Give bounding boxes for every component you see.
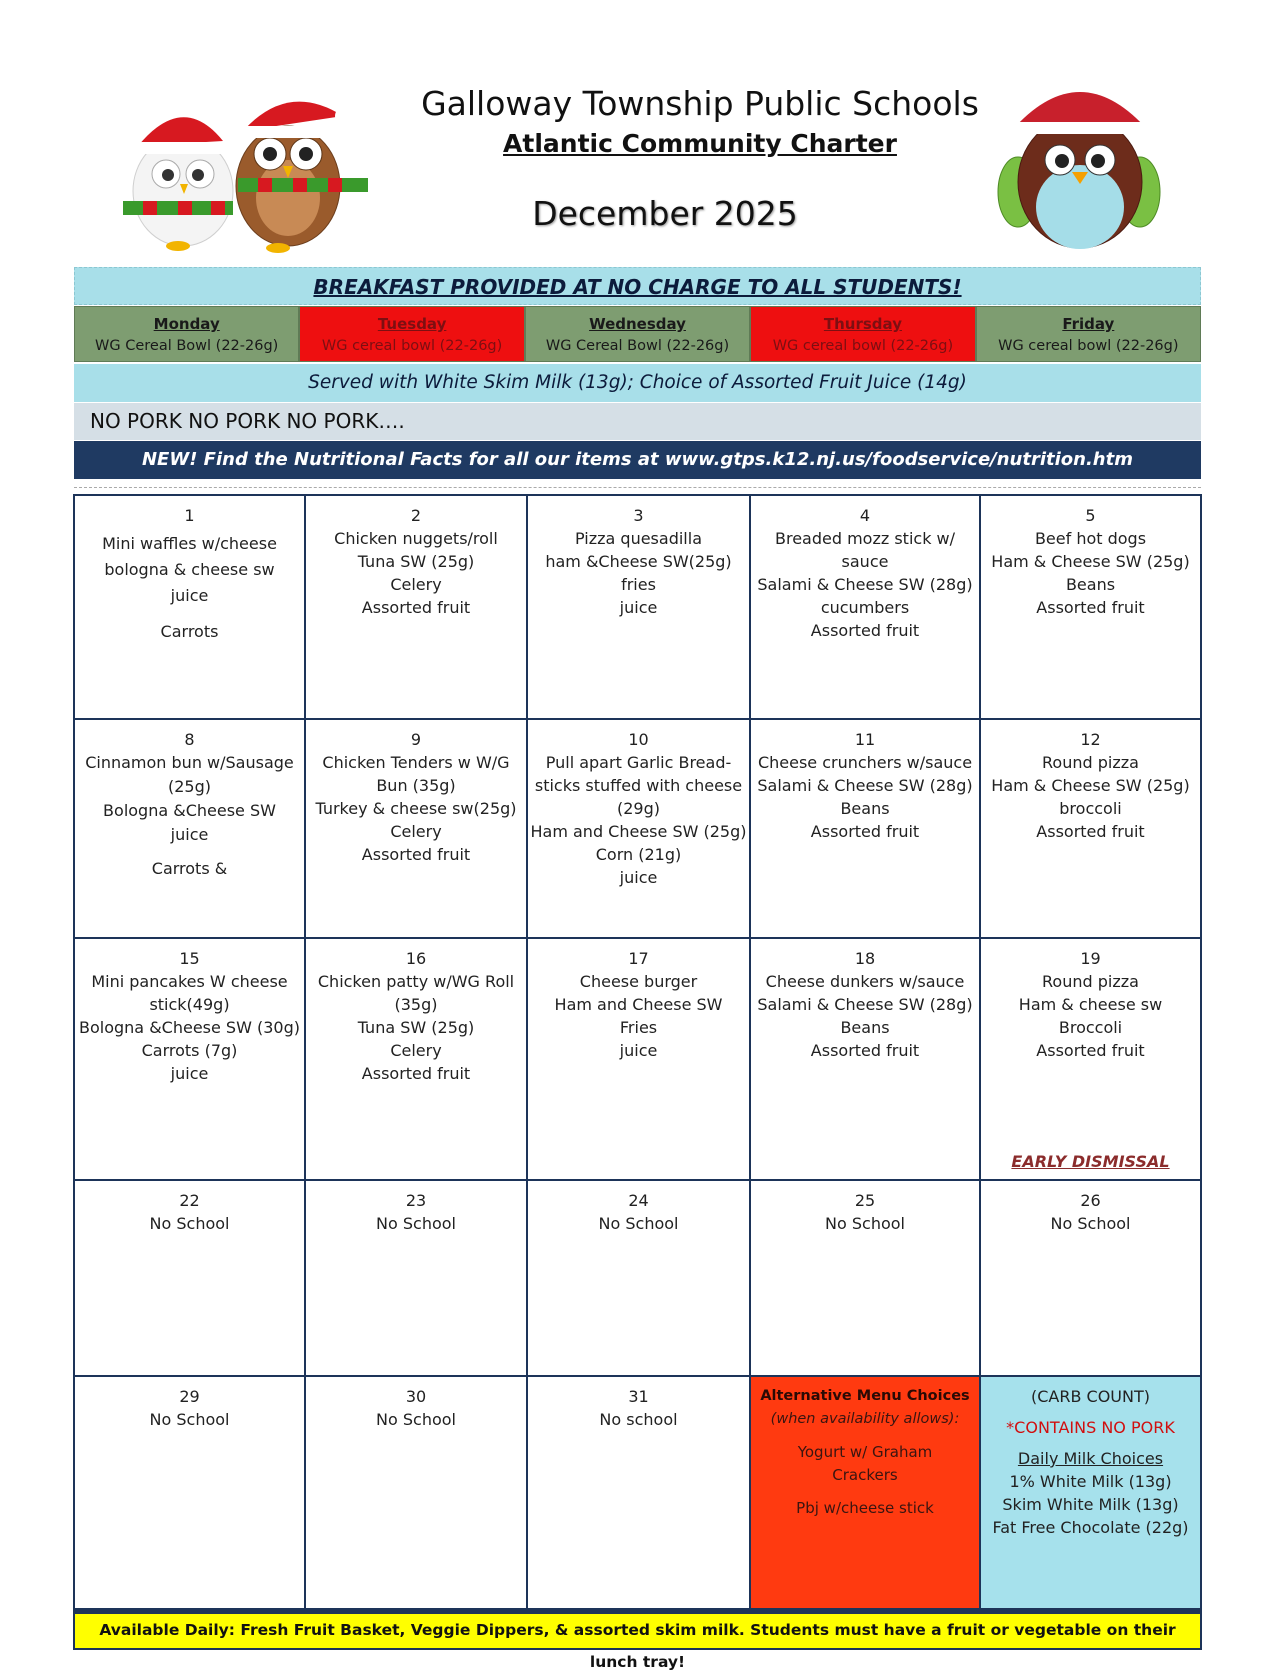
menu-item: Chicken Tenders w W/G [322,753,510,772]
menu-item: Beans [840,1018,890,1037]
menu-item: sticks stuffed with cheese [534,776,743,795]
day-number: 18 [854,949,876,968]
calendar-day-cell [981,1181,1200,1377]
day-number: 9 [410,730,422,749]
menu-item: No School [598,1214,679,1233]
menu-item: Mini waffles w/cheese [102,534,277,553]
spacer [75,847,304,857]
spacer [981,1408,1200,1416]
day-number: 31 [628,1387,649,1406]
menu-item: Ham & Cheese SW (25g) [991,776,1190,795]
menu-month: December 2025 [532,194,798,233]
alternative-menu-cell [751,1377,981,1610]
lunch-calendar [73,494,1202,1612]
day-number: 15 [179,949,200,968]
menu-item: Celery [390,822,442,841]
menu-item: Breaded mozz stick w/ [774,529,956,548]
breakfast-day-wednesday [525,306,750,362]
menu-item: Assorted fruit [810,1041,920,1060]
menu-item: Carrots & [151,859,228,878]
day-number: 16 [405,949,427,968]
menu-item: Tuna SW (25g) [357,1018,475,1037]
menu-item: juice [170,586,209,605]
breakfast-day-name: Monday [153,315,220,333]
breakfast-day-item: WG cereal bowl (22-26g) [772,338,954,354]
breakfast-day-item: WG Cereal Bowl (22-26g) [545,338,730,354]
menu-item: ham &Cheese SW(25g) [545,552,732,571]
no-pork-note: *CONTAINS NO PORK [1006,1418,1175,1437]
day-number: 3 [633,506,644,525]
day-number: 25 [854,1191,876,1210]
menu-item: juice [619,598,658,617]
alternative-menu-item: Yogurt w/ Graham [797,1443,933,1461]
breakfast-day-thursday [750,306,975,362]
carb-count-title: (CARB COUNT) [1031,1387,1150,1406]
menu-item: Celery [390,1041,442,1060]
menu-item: Cheese dunkers w/sauce [765,972,965,991]
day-number: 19 [1080,949,1101,968]
day-number: 10 [628,730,649,749]
menu-item: Bun (35g) [376,776,456,795]
calendar-day-cell [751,939,981,1181]
menu-item: Assorted fruit [1036,822,1145,841]
menu-item: Bologna &Cheese SW [103,801,276,820]
calendar-day-cell [306,1377,528,1610]
breakfast-day-name: Wednesday [589,315,686,333]
spacer [75,609,304,619]
menu-item: No School [149,1410,230,1429]
menu-item: juice [619,868,658,887]
menu-item: sauce [841,552,889,571]
calendar-day-cell [528,720,751,939]
menu-item: Beef hot dogs [1034,529,1147,548]
day-number: 29 [179,1387,200,1406]
breakfast-banner: BREAKFAST PROVIDED AT NO CHARGE TO ALL STUDENTS! [74,267,1201,305]
alternative-menu-item: Crackers [832,1466,898,1484]
menu-item: stick(49g) [149,995,230,1014]
day-number: 1 [184,506,195,525]
calendar-day-cell [306,496,528,720]
menu-item: No school [599,1410,678,1429]
menu-item: Salami & Cheese SW (28g) [757,995,973,1014]
day-number: 17 [628,949,649,968]
menu-item: Ham and Cheese SW (25g) [530,822,747,841]
divider [74,487,1201,488]
menu-item: No School [149,1214,230,1233]
calendar-day-cell [528,1377,751,1610]
day-number: 2 [410,506,422,525]
breakfast-days-row [74,306,1201,362]
calendar-day-cell [981,939,1200,1181]
day-number: 8 [184,730,195,749]
menu-item: Assorted fruit [1036,598,1145,617]
menu-item: Cheese burger [579,972,698,991]
school-name: Atlantic Community Charter [503,129,897,158]
breakfast-milk-line: Served with White Skim Milk (13g); Choice of Assorted Fruit Juice (14g) [74,364,1201,402]
menu-item: juice [170,825,209,844]
menu-item: Chicken patty w/WG Roll [317,972,515,991]
nutrition-facts-line: NEW! Find the Nutritional Facts for all our items at www.gtps.k12.nj.us/foodservice/nutrition.htm [74,441,1201,479]
breakfast-day-name: Tuesday [377,315,447,333]
calendar-day-cell [528,1181,751,1377]
menu-item: Assorted fruit [361,598,471,617]
calendar-day-cell [75,720,306,939]
menu-item: juice [170,1064,209,1083]
menu-item: Mini pancakes W cheese [91,972,288,991]
menu-item: Salami & Cheese SW (28g) [757,776,973,795]
milk-choice: 1% White Milk (13g) [1009,1472,1172,1491]
breakfast-day-item: WG Cereal Bowl (22-26g) [95,338,279,354]
menu-item: Beans [1065,575,1116,594]
spacer [751,1431,979,1441]
day-number: 24 [628,1191,649,1210]
menu-item: Assorted fruit [361,845,471,864]
calendar-day-cell [981,720,1200,939]
milk-choices-title: Daily Milk Choices [1017,1449,1164,1468]
calendar-day-cell [306,720,528,939]
menu-item: cucumbers [820,598,910,617]
alternative-menu-title: Alternative Menu Choices [760,1388,970,1404]
no-pork-line: NO PORK NO PORK NO PORK…. [74,403,1201,440]
school-district-title: Galloway Township Public Schools [421,84,979,123]
menu-item: bologna & cheese sw [104,560,275,579]
menu-item: (25g) [168,777,211,796]
menu-item: Corn (21g) [595,845,682,864]
spacer [751,1487,979,1497]
menu-item: Turkey & cheese sw(25g) [315,799,517,818]
menu-item: Cheese crunchers w/sauce [757,753,973,772]
menu-item: Celery [390,575,442,594]
menu-item: No School [376,1214,456,1233]
calendar-day-cell [528,496,751,720]
menu-item: (35g) [394,995,438,1014]
day-number: 26 [1080,1191,1101,1210]
day-number: 11 [854,730,876,749]
breakfast-day-item: WG cereal bowl (22-26g) [998,338,1179,354]
menu-item: No School [825,1214,905,1233]
day-number: 4 [859,506,871,525]
milk-choice: Skim White Milk (13g) [1002,1495,1179,1514]
milk-choice: Fat Free Chocolate (22g) [992,1518,1189,1537]
alternative-menu-subtitle: (when availability allows): [770,1411,960,1427]
menu-item: No School [1050,1214,1131,1233]
calendar-day-cell [751,496,981,720]
menu-item: juice [619,1041,658,1060]
day-number: 30 [405,1387,427,1406]
menu-item: Salami & Cheese SW (28g) [757,575,973,594]
breakfast-day-name: Friday [1062,315,1115,333]
menu-item: Assorted fruit [361,1064,471,1083]
breakfast-day-friday [976,306,1201,362]
calendar-day-cell [306,1181,528,1377]
daily-availability-footer: Available Daily: Fresh Fruit Basket, Veggie Dippers, & assorted skim milk. Students must have a fruit or vegetable on their lunch tray! [73,1612,1202,1650]
menu-item: Beans [840,799,890,818]
day-number: 5 [1085,506,1096,525]
calendar-day-cell [528,939,751,1181]
calendar-day-cell [75,496,306,720]
spacer [981,1439,1200,1447]
menu-item: Ham & Cheese SW (25g) [991,552,1190,571]
day-number: 23 [405,1191,427,1210]
breakfast-day-monday [74,306,299,362]
breakfast-day-name: Thursday [823,315,902,333]
menu-item: broccoli [1059,799,1122,818]
breakfast-day-tuesday [299,306,524,362]
early-dismissal-note: EARLY DISMISSAL [1011,1152,1170,1171]
menu-item: Pizza quesadilla [574,529,702,548]
calendar-day-cell [751,1181,981,1377]
calendar-day-cell [751,720,981,939]
menu-item: Fries [619,1018,658,1037]
menu-item: Assorted fruit [810,822,920,841]
menu-item: Carrots [160,622,219,641]
menu-item: Ham and Cheese SW [554,995,723,1014]
menu-item: Cinnamon bun w/Sausage [85,753,294,772]
carb-count-cell [981,1377,1200,1610]
day-number: 12 [1080,730,1101,749]
menu-item: Round pizza [1042,972,1139,991]
calendar-day-cell [75,1377,306,1610]
menu-item: No School [376,1410,456,1429]
menu-item: fries [621,575,656,594]
menu-item: Bologna &Cheese SW (30g) [79,1018,300,1037]
calendar-day-cell [75,939,306,1181]
owl-pair-illustration [108,86,388,256]
day-number: 22 [179,1191,200,1210]
calendar-day-cell [306,939,528,1181]
menu-item: (29g) [617,799,660,818]
menu-item: Carrots (7g) [141,1041,238,1060]
menu-item: Assorted fruit [1036,1041,1145,1060]
menu-item: Round pizza [1042,753,1139,772]
menu-item: Tuna SW (25g) [357,552,475,571]
menu-item: Broccoli [1058,1018,1123,1037]
menu-item: Chicken nuggets/roll [334,529,498,548]
alternative-menu-item: Pbj w/cheese stick [796,1499,934,1517]
calendar-day-cell [75,1181,306,1377]
menu-item: Pull apart Garlic Bread- [545,753,732,772]
menu-item: Ham & cheese sw [1018,995,1163,1014]
menu-item: Assorted fruit [810,621,920,640]
breakfast-day-item: WG cereal bowl (22-26g) [321,338,503,354]
calendar-day-cell [981,496,1200,720]
